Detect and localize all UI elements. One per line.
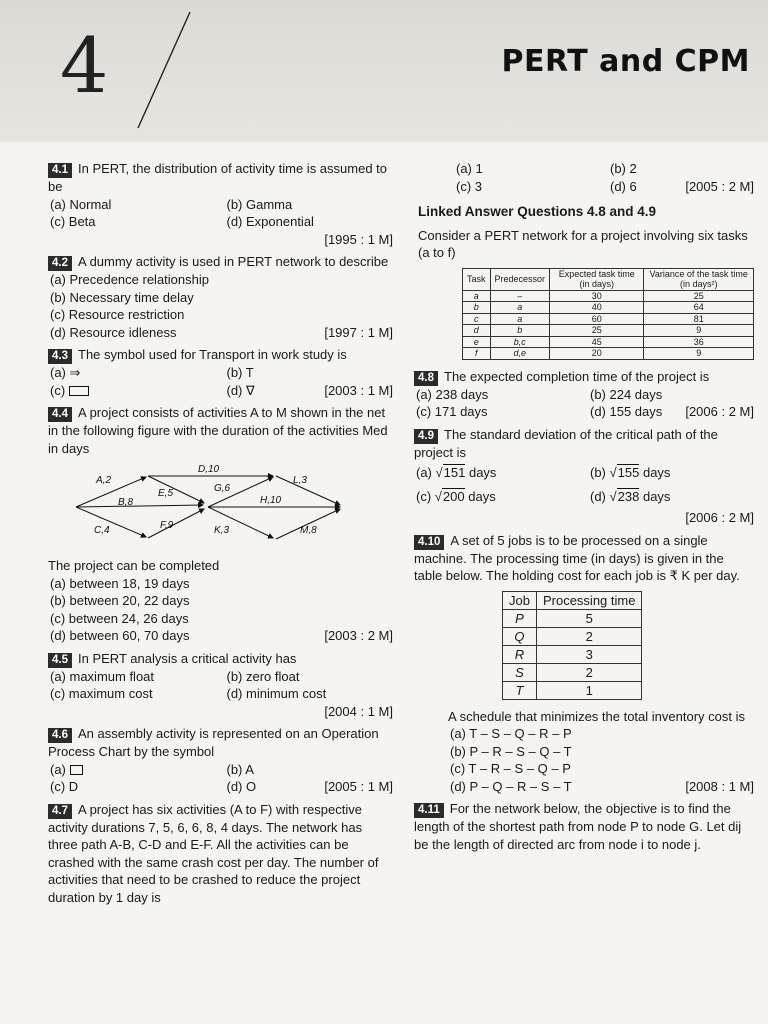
option-b: (b) T xyxy=(226,365,254,380)
question-number: 4.7 xyxy=(48,804,72,819)
question-number: 4.5 xyxy=(48,653,72,668)
table-cell: 45 xyxy=(550,336,644,348)
option-d: (d) minimum cost xyxy=(226,686,327,701)
label-E: E,5 xyxy=(158,488,174,499)
question-stem: An assembly activity is represented on an Operation Process Chart by the symbol xyxy=(48,726,379,759)
exam-year: [2003 : 1 M] xyxy=(324,382,393,398)
label-G: G,6 xyxy=(214,483,231,494)
option-a: (a) xyxy=(48,761,217,779)
table-cell: 81 xyxy=(644,313,754,325)
options xyxy=(48,271,393,341)
label-M: M,8 xyxy=(300,525,317,536)
question-number: 4.6 xyxy=(48,728,72,743)
option-d: (d) P – Q – R – S – T xyxy=(450,778,572,794)
option-b: (b) zero float xyxy=(226,668,300,684)
option-b: (b) Gamma xyxy=(226,196,293,212)
option-a: (a) ⇒ xyxy=(50,365,81,380)
exam-year: [2005 : 2 M] xyxy=(685,178,754,194)
option-b: (b) between 20, 22 days xyxy=(50,593,190,608)
table-cell: 9 xyxy=(644,348,754,360)
table-cell: 20 xyxy=(550,348,644,360)
table-cell: b,c xyxy=(490,336,550,348)
table-row xyxy=(463,313,754,325)
table-cell: 25 xyxy=(644,290,754,302)
table-header-row xyxy=(503,591,642,609)
label-H: H,10 xyxy=(260,495,282,506)
options xyxy=(48,668,393,703)
table-cell: 40 xyxy=(550,302,644,314)
question-number: 4.10 xyxy=(414,535,444,550)
table-header: Variance of the task time (in days²) xyxy=(644,268,754,290)
activity-network-diagram xyxy=(68,461,358,553)
label-C: C,4 xyxy=(94,525,110,536)
question-4-8 xyxy=(414,368,754,421)
exam-year: [1995 : 1 M] xyxy=(324,231,393,247)
label-A: A,2 xyxy=(96,475,112,486)
exam-year: [1997 : 1 M] xyxy=(324,324,393,340)
table-cell: – xyxy=(490,290,550,302)
table-cell: d xyxy=(463,325,491,337)
rectangle-symbol-icon xyxy=(69,386,89,396)
question-number: 4.2 xyxy=(48,256,72,271)
table-row xyxy=(463,290,754,302)
table-cell: b xyxy=(463,302,491,314)
table-cell: b xyxy=(490,325,550,337)
question-number: 4.3 xyxy=(48,349,72,364)
option-a: (a) √151 days xyxy=(416,465,497,480)
table-cell: 64 xyxy=(644,302,754,314)
option-a: (a) T – S – Q – R – P xyxy=(450,726,572,741)
label-B: B,8 xyxy=(118,497,134,508)
question-stem: In PERT, the distribution of activity time is assumed to be xyxy=(48,161,388,194)
left-column xyxy=(48,160,393,911)
table-cell: T xyxy=(503,681,537,699)
option-d: (d) 6 xyxy=(610,178,637,194)
table-cell: Q xyxy=(503,627,537,645)
question-number: 4.11 xyxy=(414,803,444,818)
question-stem: A dummy activity is used in PERT network to describe xyxy=(78,254,389,269)
options xyxy=(454,160,754,195)
table-header: Job xyxy=(503,591,537,609)
table-row xyxy=(503,663,642,681)
question-4-7-options xyxy=(414,160,754,195)
option-d: (d) 155 days xyxy=(590,404,663,419)
table-header: Task xyxy=(463,268,491,290)
table-cell: d,e xyxy=(490,348,550,360)
question-4-6 xyxy=(48,725,393,796)
question-stem: In PERT analysis a critical activity has xyxy=(78,650,297,666)
option-a: (a) maximum float xyxy=(50,668,155,684)
question-stem: For the network below, the objective is to find the length of the shortest path from node P to node G. Let dij be the length of directed arc from node i to node j. xyxy=(414,801,742,852)
question-4-2 xyxy=(48,253,393,341)
option-a: (a) 1 xyxy=(456,161,483,176)
exam-year: [2003 : 2 M] xyxy=(324,628,393,643)
question-4-5 xyxy=(48,650,393,721)
option-b: (b) P – R – S – Q – T xyxy=(450,743,572,759)
table-cell: 5 xyxy=(536,609,641,627)
exam-year: [2006 : 2 M] xyxy=(685,510,754,525)
question-4-11 xyxy=(414,800,754,853)
chapter-title: PERT and CPM xyxy=(501,44,750,79)
exam-year: [2006 : 2 M] xyxy=(685,404,754,419)
table-header: Expected task time (in days) xyxy=(550,268,644,290)
question-4-4 xyxy=(48,404,393,645)
table-cell: 3 xyxy=(536,645,641,663)
label-D: D,10 xyxy=(198,464,220,475)
option-c: (c) T – R – S – Q – P xyxy=(450,761,571,776)
options xyxy=(414,461,754,509)
options xyxy=(48,575,393,645)
question-stem: A project consists of activities A to M shown in the net in the following figure with the duration of the activities Med in days xyxy=(48,405,388,456)
jobs-table xyxy=(502,591,642,700)
option-b: (b) Necessary time delay xyxy=(50,289,194,305)
table-row xyxy=(463,336,754,348)
table-cell: 9 xyxy=(644,325,754,337)
options xyxy=(48,364,393,399)
exam-year: [2005 : 1 M] xyxy=(324,779,393,794)
question-number: 4.8 xyxy=(414,371,438,386)
table-row xyxy=(503,645,642,663)
table-row xyxy=(503,681,642,699)
question-number: 4.9 xyxy=(414,429,438,444)
option-b: (b) 224 days xyxy=(590,386,663,402)
table-cell: 1 xyxy=(536,681,641,699)
table-row xyxy=(463,348,754,360)
options xyxy=(448,725,754,795)
option-d: (d) O xyxy=(226,779,257,794)
option-c: (c) Resource restriction xyxy=(50,307,185,322)
option-d: (d) Exponential xyxy=(226,214,314,229)
question-4-1 xyxy=(48,160,393,248)
option-c: (c) D xyxy=(50,779,79,794)
option-d: (d) √238 days xyxy=(590,489,671,504)
table-cell: a xyxy=(490,302,550,314)
arc-L xyxy=(276,476,340,505)
table-cell: 60 xyxy=(550,313,644,325)
table-header: Predecessor xyxy=(490,268,550,290)
table-cell: 25 xyxy=(550,325,644,337)
linked-heading: Linked Answer Questions 4.8 and 4.9 xyxy=(418,204,657,219)
table-cell: 2 xyxy=(536,663,641,681)
question-4-10 xyxy=(414,532,754,796)
options xyxy=(414,386,754,421)
exam-year: [2004 : 1 M] xyxy=(324,703,393,719)
pert-task-table xyxy=(462,268,754,360)
options xyxy=(48,196,393,231)
option-c: (c) between 24, 26 days xyxy=(50,610,189,626)
chapter-number: 4 xyxy=(60,21,109,110)
table-cell: a xyxy=(463,290,491,302)
table-row xyxy=(463,302,754,314)
table-header-row xyxy=(463,268,754,290)
option-a: (a) Normal xyxy=(50,196,112,212)
arc-F xyxy=(148,509,204,538)
option-c: (c) 171 days xyxy=(416,404,488,419)
square-symbol-icon xyxy=(70,765,83,775)
option-a: (a) 238 days xyxy=(416,386,489,402)
arc-C xyxy=(76,507,146,537)
label-L: L,3 xyxy=(293,475,307,486)
table-row xyxy=(463,325,754,337)
option-a: (a) between 18, 19 days xyxy=(50,575,190,591)
table-cell: a xyxy=(490,313,550,325)
option-c: (c) √200 days xyxy=(416,489,496,504)
question-stem: The expected completion time of the project is xyxy=(444,368,710,384)
table-row xyxy=(503,627,642,645)
table-cell: e xyxy=(463,336,491,348)
question-stem: The symbol used for Transport in work study is xyxy=(78,347,347,362)
table-cell: S xyxy=(503,663,537,681)
question-number: 4.1 xyxy=(48,163,72,178)
right-column xyxy=(414,160,754,858)
question-4-9 xyxy=(414,426,754,527)
option-b: (b) A xyxy=(226,761,254,777)
option-c: (c) maximum cost xyxy=(50,686,153,701)
table-cell: c xyxy=(463,313,491,325)
option-d: (d) between 60, 70 days xyxy=(50,628,190,643)
question-stem: A project has six activities (A to F) with respective activity durations 7, 5, 6, 6, 8, 4 days. The network has three path A-B, C-D and E-F. All the activities can be crashed with the same crash cost per day. The number of activities that need to be crashed to reduce the project duration by 1 day is xyxy=(48,801,379,905)
option-d: (d) ∇ xyxy=(226,382,255,398)
option-c: (c) 3 xyxy=(456,178,482,194)
question-stem: A set of 5 jobs is to be processed on a single machine. The processing time (in days) is given in the table below. The holding cost for each job is ₹ K per day. xyxy=(414,532,740,583)
table-cell: P xyxy=(503,609,537,627)
question-followup: A schedule that minimizes the total inventory cost is xyxy=(448,708,745,724)
table-header: Processing time xyxy=(536,591,641,609)
question-number: 4.4 xyxy=(48,407,72,422)
label-F: F,9 xyxy=(160,520,174,531)
question-followup: The project can be completed xyxy=(48,558,220,573)
table-cell: f xyxy=(463,348,491,360)
option-d: (d) Resource idleness xyxy=(50,324,177,340)
label-K: K,3 xyxy=(214,525,230,536)
question-4-3 xyxy=(48,346,393,399)
table-cell: 36 xyxy=(644,336,754,348)
option-b: (b) √155 days xyxy=(590,465,671,480)
table-row xyxy=(503,609,642,627)
table-cell: R xyxy=(503,645,537,663)
option-b: (b) 2 xyxy=(610,161,637,176)
question-4-7 xyxy=(48,801,393,907)
linked-stem: Consider a PERT network for a project involving six tasks (a to f) xyxy=(418,227,748,260)
option-c: (c) Beta xyxy=(50,214,96,229)
option-c: (c) xyxy=(48,382,217,400)
table-cell: 30 xyxy=(550,290,644,302)
exam-year: [2008 : 1 M] xyxy=(685,778,754,794)
table-cell: 2 xyxy=(536,627,641,645)
question-stem: The standard deviation of the critical path of the project is xyxy=(414,426,718,460)
option-a: (a) Precedence relationship xyxy=(50,272,209,287)
options xyxy=(48,761,393,796)
